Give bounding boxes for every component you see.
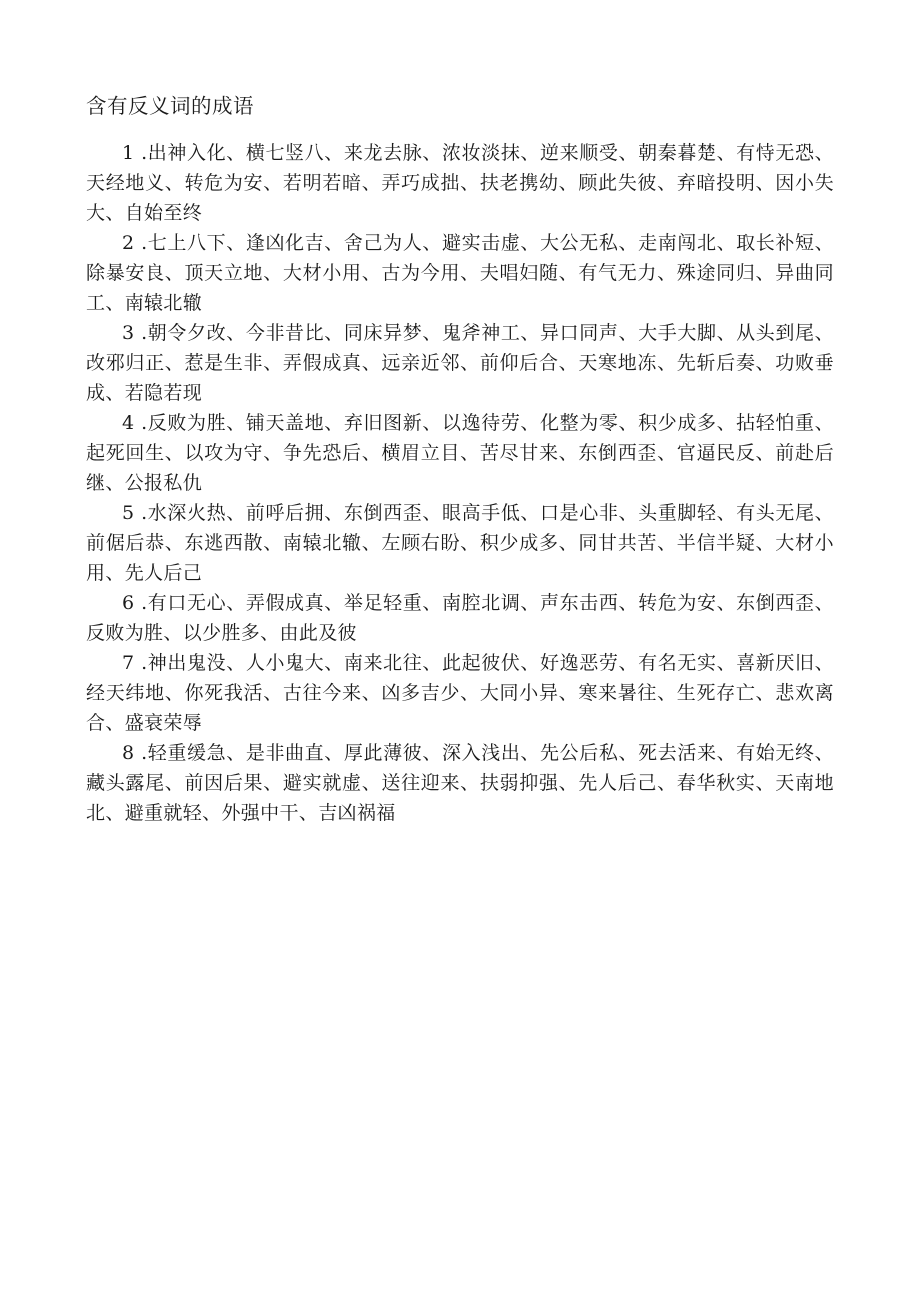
item-number: 7 (122, 652, 135, 674)
item-number: 2 (122, 232, 135, 254)
item-number: 4 (122, 412, 135, 434)
item-number: 6 (122, 592, 135, 614)
item-text: 朝令夕改、今非昔比、同床异梦、鬼斧神工、异口同声、大手大脚、从头到尾、改邪归正、惹是生非、弄假成真、远亲近邻、前仰后合、天寒地冻、先斩后奏、功败垂成、若隐若现 (86, 322, 834, 404)
list-item: 8 .轻重缓急、是非曲直、厚此薄彼、深入浅出、先公后私、死去活来、有始无终、藏头露尾、前因后果、避实就虚、送往迎来、扶弱抑强、先人后己、春华秋实、天南地北、避重就轻、外强中干、吉凶祸福 (86, 742, 834, 824)
list-item: 6 .有口无心、弄假成真、举足轻重、南腔北调、声东击西、转危为安、东倒西歪、反败为胜、以少胜多、由此及彼 (86, 592, 834, 644)
list-item: 2 .七上八下、逢凶化吉、舍己为人、避实击虚、大公无私、走南闯北、取长补短、除暴安良、顶天立地、大材小用、古为今用、夫唱妇随、有气无力、殊途同归、异曲同工、南辕北辙 (86, 232, 834, 314)
item-text: 反败为胜、铺天盖地、弃旧图新、以逸待劳、化整为零、积少成多、拈轻怕重、起死回生、以攻为守、争先恐后、横眉立目、苦尽甘来、东倒西歪、官逼民反、前赴后继、公报私仇 (86, 412, 834, 494)
item-number: 8 (122, 742, 135, 764)
item-number: 5 (122, 502, 135, 524)
list-item: 3 .朝令夕改、今非昔比、同床异梦、鬼斧神工、异口同声、大手大脚、从头到尾、改邪归正、惹是生非、弄假成真、远亲近邻、前仰后合、天寒地冻、先斩后奏、功败垂成、若隐若现 (86, 322, 834, 404)
list-item: 7 .神出鬼没、人小鬼大、南来北往、此起彼伏、好逸恶劳、有名无实、喜新厌旧、经天纬地、你死我活、古往今来、凶多吉少、大同小异、寒来暑往、生死存亡、悲欢离合、盛衰荣辱 (86, 652, 834, 734)
list-item: 4 .反败为胜、铺天盖地、弃旧图新、以逸待劳、化整为零、积少成多、拈轻怕重、起死回生、以攻为守、争先恐后、横眉立目、苦尽甘来、东倒西歪、官逼民反、前赴后继、公报私仇 (86, 412, 834, 494)
list-item: 1 .出神入化、横七竖八、来龙去脉、浓妆淡抹、逆来顺受、朝秦暮楚、有恃无恐、天经地义、转危为安、若明若暗、弄巧成拙、扶老携幼、顾此失彼、弃暗投明、因小失大、自始至终 (86, 142, 834, 224)
item-text: 有口无心、弄假成真、举足轻重、南腔北调、声东击西、转危为安、东倒西歪、反败为胜、以少胜多、由此及彼 (86, 592, 834, 644)
page-title: 含有反义词的成语 (86, 94, 254, 118)
list-item: 5 .水深火热、前呼后拥、东倒西歪、眼高手低、口是心非、头重脚轻、有头无尾、前倨后恭、东逃西散、南辕北辙、左顾右盼、积少成多、同甘共苦、半信半疑、大材小用、先人后己 (86, 502, 834, 584)
item-number: 1 (122, 142, 135, 164)
item-text: 轻重缓急、是非曲直、厚此薄彼、深入浅出、先公后私、死去活来、有始无终、藏头露尾、前因后果、避实就虚、送往迎来、扶弱抑强、先人后己、春华秋实、天南地北、避重就轻、外强中干、吉凶祸福 (86, 742, 834, 824)
item-text: 出神入化、横七竖八、来龙去脉、浓妆淡抹、逆来顺受、朝秦暮楚、有恃无恐、天经地义、转危为安、若明若暗、弄巧成拙、扶老携幼、顾此失彼、弃暗投明、因小失大、自始至终 (86, 142, 834, 224)
item-text: 水深火热、前呼后拥、东倒西歪、眼高手低、口是心非、头重脚轻、有头无尾、前倨后恭、东逃西散、南辕北辙、左顾右盼、积少成多、同甘共苦、半信半疑、大材小用、先人后己 (86, 502, 834, 584)
item-text: 神出鬼没、人小鬼大、南来北往、此起彼伏、好逸恶劳、有名无实、喜新厌旧、经天纬地、你死我活、古往今来、凶多吉少、大同小异、寒来暑往、生死存亡、悲欢离合、盛衰荣辱 (86, 652, 834, 734)
idiom-list (86, 138, 834, 828)
item-number: 3 (122, 322, 135, 344)
item-text: 七上八下、逢凶化吉、舍己为人、避实击虚、大公无私、走南闯北、取长补短、除暴安良、顶天立地、大材小用、古为今用、夫唱妇随、有气无力、殊途同归、异曲同工、南辕北辙 (86, 232, 834, 314)
